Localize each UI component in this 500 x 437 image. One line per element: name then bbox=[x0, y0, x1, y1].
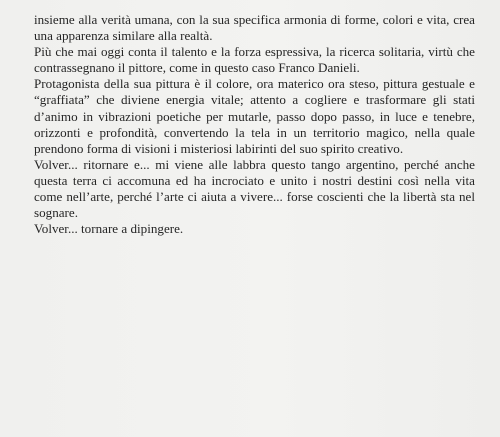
paragraph-volver: Volver... ritornare e... mi viene alle labbra questo tango argentino, perché anche questa terra ci accomuna ed ha incrociato e unito i nostri destini così nella vita come nell’arte, perché l’arte ci aiuta a vivere... forse coscienti che la libertà sta nel sognare. bbox=[34, 156, 475, 221]
paragraph-talent: Più che mai oggi conta il talento e la forza espressiva, la ricerca solitaria, virtù che contrassegnano il pittore, come in questo caso Franco Danieli. bbox=[34, 44, 475, 76]
paragraph-closing: Volver... tornare a dipingere. bbox=[34, 221, 184, 237]
paragraph-color: Protagonista della sua pittura è il colore, ora materico ora steso, pittura gestuale e “graffiata” che diviene energia vitale; attento a cogliere e trasformare gli stati d’animo in vibrazioni poetiche per mutarle, passo dopo passo, in luce e tenebre, orizzonti e profondità, convertendo la tela in un territorio magico, nella quale prendono forma di visioni i misteriosi labirinti del suo spirito creativo. bbox=[34, 76, 475, 156]
paragraph-intro: insieme alla verità umana, con la sua specifica armonia di forme, colori e vita, crea una apparenza similare alla realtà. bbox=[34, 12, 475, 44]
body-text bbox=[34, 12, 475, 237]
